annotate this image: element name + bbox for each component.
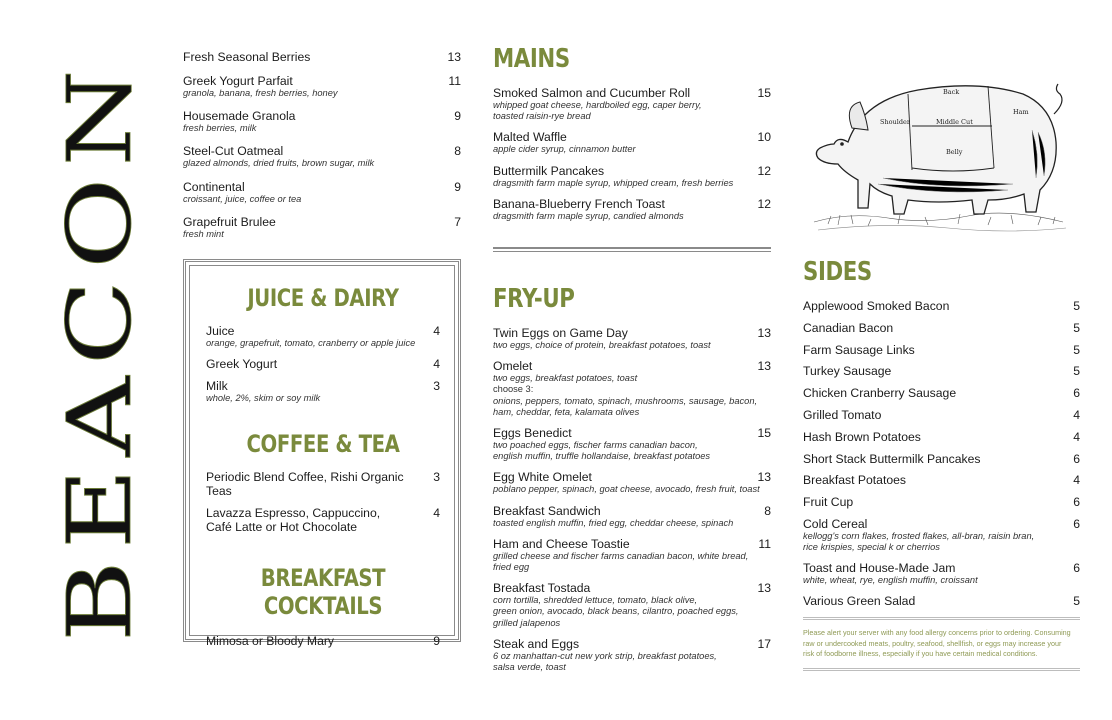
item-price: 6 bbox=[1073, 386, 1080, 401]
menu-item bbox=[183, 215, 461, 240]
menu-item bbox=[803, 321, 1080, 335]
menu-item bbox=[803, 594, 1080, 608]
menu-item bbox=[183, 50, 461, 64]
item-name: Farm Sausage Links bbox=[803, 342, 915, 357]
section-heading-juice-dairy: JUICE & DAIRY bbox=[247, 284, 399, 312]
item-price: 13 bbox=[757, 581, 771, 596]
item-name: Housemade Granola bbox=[183, 109, 296, 124]
item-name: Buttermilk Pancakes bbox=[493, 163, 605, 178]
menu-item bbox=[803, 299, 1080, 313]
menu-item bbox=[803, 430, 1080, 444]
pig-label-back: Back bbox=[943, 88, 960, 96]
allergy-text-line: risk of foodborne illness, especially if you have certain medical conditions. bbox=[803, 649, 1038, 658]
item-description: fresh berries, milk bbox=[183, 123, 257, 134]
item-name: Turkey Sausage bbox=[803, 364, 892, 379]
menu-item bbox=[206, 324, 440, 349]
menu-item bbox=[803, 517, 1080, 553]
item-price: 5 bbox=[1073, 320, 1080, 335]
item-price: 4 bbox=[1073, 407, 1080, 422]
item-description: whipped goat cheese, hardboiled egg, caper berry, bbox=[493, 100, 702, 110]
item-name: Short Stack Buttermilk Pancakes bbox=[803, 451, 981, 466]
item-price: 6 bbox=[1073, 561, 1080, 576]
menu-item bbox=[493, 86, 771, 122]
menu-item bbox=[803, 495, 1080, 509]
item-price: 9 bbox=[454, 179, 461, 194]
item-description: onions, peppers, tomato, spinach, mushrooms, sausage, bacon, bbox=[493, 395, 758, 406]
item-price: 6 bbox=[1073, 451, 1080, 466]
item-note: choose 3: bbox=[493, 384, 534, 395]
brand-name: BEACON bbox=[48, 179, 151, 642]
section-heading-mains: MAINS bbox=[493, 44, 570, 74]
menu-item bbox=[803, 473, 1080, 487]
item-description: orange, grapefruit, tomato, cranberry or apple juice bbox=[206, 338, 416, 348]
item-description: fried egg bbox=[493, 562, 530, 573]
item-name: Twin Eggs on Game Day bbox=[493, 326, 628, 340]
item-name: Steel-Cut Oatmeal bbox=[183, 144, 284, 159]
item-description: whole, 2%, skim or soy milk bbox=[206, 393, 321, 404]
item-name: Fruit Cup bbox=[803, 495, 854, 510]
menu-item bbox=[803, 386, 1080, 400]
item-price: 8 bbox=[454, 144, 461, 159]
menu-item bbox=[206, 634, 440, 648]
menu-item bbox=[493, 359, 771, 418]
item-price: 17 bbox=[757, 636, 771, 651]
item-name: Eggs Benedict bbox=[493, 426, 572, 441]
pig-label-belly: Belly bbox=[946, 148, 963, 156]
item-name: Malted Waffle bbox=[493, 130, 567, 145]
item-price: 11 bbox=[448, 74, 461, 88]
pig-label-middle: Middle Cut bbox=[936, 118, 973, 126]
item-description: green onion, avocado, black beans, cilantro, poached eggs, bbox=[493, 606, 739, 617]
section-heading-sides: SIDES bbox=[803, 257, 872, 287]
item-description: kellogg's corn flakes, frosted flakes, all-bran, raisin bran, bbox=[803, 530, 1035, 541]
item-name: Periodic Blend Coffee, Rishi Organic Teas bbox=[206, 470, 404, 499]
item-price: 13 bbox=[757, 326, 771, 340]
menu-item bbox=[493, 637, 771, 673]
item-description: corn tortilla, shredded lettuce, tomato, black olive, bbox=[493, 595, 698, 606]
item-price: 4 bbox=[433, 506, 440, 521]
item-description: apple cider syrup, cinnamon butter bbox=[493, 144, 636, 155]
item-name: Steak and Eggs bbox=[493, 636, 580, 651]
item-price: 13 bbox=[757, 359, 771, 374]
item-price: 7 bbox=[454, 214, 461, 229]
brand-logo bbox=[48, 50, 151, 650]
breakfast-list bbox=[183, 50, 461, 250]
item-name: Continental bbox=[183, 179, 245, 194]
item-name: Grapefruit Brulee bbox=[183, 214, 276, 229]
item-description: two poached eggs, fischer farms canadian bacon, bbox=[493, 440, 698, 451]
item-name: Egg White Omelet bbox=[493, 470, 592, 485]
menu-item bbox=[206, 357, 440, 371]
item-description: dragsmith farm maple syrup, candied almonds bbox=[493, 210, 684, 221]
item-name: Breakfast Sandwich bbox=[493, 503, 601, 518]
item-description: toasted raisin-rye bread bbox=[493, 111, 591, 122]
item-name: Ham and Cheese Toastie bbox=[493, 536, 630, 551]
menu-item bbox=[493, 537, 771, 573]
item-name: Greek Yogurt Parfait bbox=[183, 74, 293, 88]
item-price: 4 bbox=[1073, 429, 1080, 444]
item-price: 5 bbox=[1073, 594, 1080, 609]
item-name: Applewood Smoked Bacon bbox=[803, 299, 950, 313]
item-price: 6 bbox=[1073, 495, 1080, 510]
item-price: 15 bbox=[757, 86, 771, 100]
pig-eye bbox=[840, 142, 844, 146]
item-name: Juice bbox=[206, 324, 235, 338]
item-description: grilled cheese and fischer farms canadian bacon, white bread, bbox=[493, 550, 749, 561]
item-description: toasted english muffin, fried egg, cheddar cheese, spinach bbox=[493, 517, 734, 528]
item-price: 8 bbox=[764, 503, 771, 518]
item-description: ham, cheddar, feta, kalamata olives bbox=[493, 406, 640, 417]
menu-item bbox=[493, 504, 771, 529]
item-description: dragsmith farm maple syrup, whipped cream, fresh berries bbox=[493, 177, 734, 188]
menu-item bbox=[493, 197, 771, 222]
sides-section bbox=[803, 257, 1080, 616]
drinks-box bbox=[183, 259, 461, 649]
item-price: 12 bbox=[757, 163, 771, 178]
item-name: Various Green Salad bbox=[803, 594, 916, 609]
item-name: Canadian Bacon bbox=[803, 320, 894, 335]
item-description: poblano pepper, spinach, goat cheese, avocado, fresh fruit, toast bbox=[493, 484, 760, 495]
menu-item bbox=[803, 408, 1080, 422]
menu-item bbox=[183, 74, 461, 99]
item-price: 3 bbox=[433, 379, 440, 394]
section-heading-fryup: FRY-UP bbox=[493, 284, 575, 314]
item-description: two eggs, choice of protein, breakfast potatoes, toast bbox=[493, 340, 711, 350]
item-name: Smoked Salmon and Cucumber Roll bbox=[493, 86, 691, 100]
section-heading-cocktails: BREAKFAST COCKTAILS bbox=[260, 564, 386, 621]
pig-label-ham: Ham bbox=[1013, 108, 1029, 116]
item-price: 4 bbox=[1073, 473, 1080, 488]
item-name: Toast and House-Made Jam bbox=[803, 561, 956, 576]
allergy-text-line: raw or undercooked meats, poultry, seafood, shellfish, or eggs may increase your bbox=[803, 638, 1062, 648]
menu-item bbox=[803, 452, 1080, 466]
item-price: 15 bbox=[757, 426, 771, 441]
item-price: 4 bbox=[433, 357, 440, 372]
item-description: glazed almonds, dried fruits, brown sugar, milk bbox=[183, 158, 375, 169]
menu-item bbox=[803, 364, 1080, 378]
item-price: 5 bbox=[1073, 342, 1080, 357]
item-price: 5 bbox=[1073, 299, 1080, 313]
item-name: Greek Yogurt bbox=[206, 357, 278, 372]
item-name: Cold Cereal bbox=[803, 516, 868, 531]
item-description: fresh mint bbox=[183, 228, 224, 239]
menu-item bbox=[493, 130, 771, 155]
item-description: croissant, juice, coffee or tea bbox=[183, 193, 302, 204]
item-name: Lavazza Espresso, Cappuccino, bbox=[206, 506, 381, 521]
section-divider bbox=[493, 247, 771, 252]
pig-icon bbox=[808, 72, 1070, 234]
item-price: 10 bbox=[757, 130, 771, 145]
mains-section bbox=[493, 44, 771, 230]
item-name-continued: Café Latte or Hot Chocolate bbox=[206, 520, 358, 535]
item-name: Banana-Blueberry French Toast bbox=[493, 196, 665, 211]
item-name: Breakfast Tostada bbox=[493, 581, 591, 596]
menu-item bbox=[493, 164, 771, 189]
item-description: english muffin, truffle hollandaise, breakfast potatoes bbox=[493, 451, 711, 462]
pig-label-shoulder: Shoulder bbox=[880, 118, 910, 126]
section-heading-coffee-tea: COFFEE & TEA bbox=[246, 430, 400, 459]
item-price: 5 bbox=[1073, 364, 1080, 379]
item-price: 13 bbox=[757, 470, 771, 485]
item-price: 9 bbox=[454, 109, 461, 124]
menu-item bbox=[493, 581, 771, 629]
menu-item bbox=[206, 506, 440, 534]
item-price: 13 bbox=[447, 50, 461, 64]
item-name: Milk bbox=[206, 379, 228, 394]
menu-item bbox=[803, 561, 1080, 586]
item-price: 6 bbox=[1073, 516, 1080, 531]
item-name: Omelet bbox=[493, 359, 533, 374]
menu-item bbox=[206, 470, 440, 498]
menu-item bbox=[183, 109, 461, 134]
allergy-text-line: Please alert your server with any food allergy concerns prior to ordering. Consuming bbox=[803, 628, 1071, 637]
item-description: white, wheat, rye, english muffin, croissant bbox=[803, 575, 978, 586]
item-description: 6 oz manhattan-cut new york strip, breakfast potatoes, bbox=[493, 650, 717, 661]
menu-item bbox=[183, 180, 461, 205]
item-description: grilled jalapenos bbox=[493, 617, 561, 628]
item-name: Hash Brown Potatoes bbox=[803, 429, 921, 444]
item-price: 4 bbox=[433, 324, 440, 338]
item-name: Fresh Seasonal Berries bbox=[183, 50, 311, 64]
item-name: Chicken Cranberry Sausage bbox=[803, 386, 957, 401]
menu-item bbox=[493, 426, 771, 462]
item-description: rice krispies, special k or cherrios bbox=[803, 542, 940, 553]
item-price: 9 bbox=[433, 634, 440, 649]
fryup-section bbox=[493, 284, 771, 681]
allergy-notice bbox=[803, 617, 1080, 671]
item-name: Mimosa or Bloody Mary bbox=[206, 634, 335, 649]
pig-illustration bbox=[808, 72, 1070, 234]
item-name: Breakfast Potatoes bbox=[803, 473, 906, 488]
item-name: Grilled Tomato bbox=[803, 407, 882, 422]
menu-item bbox=[493, 326, 771, 351]
menu-item bbox=[493, 470, 771, 495]
brand-wordmark bbox=[48, 50, 151, 650]
item-description: granola, banana, fresh berries, honey bbox=[183, 88, 338, 98]
item-description: two eggs, breakfast potatoes, toast bbox=[493, 373, 638, 384]
item-price: 3 bbox=[433, 470, 440, 485]
menu-item bbox=[183, 144, 461, 169]
menu-item bbox=[206, 379, 440, 404]
item-price: 11 bbox=[758, 536, 771, 551]
item-price: 12 bbox=[757, 196, 771, 211]
item-description: salsa verde, toast bbox=[493, 662, 566, 673]
menu-item bbox=[803, 343, 1080, 357]
